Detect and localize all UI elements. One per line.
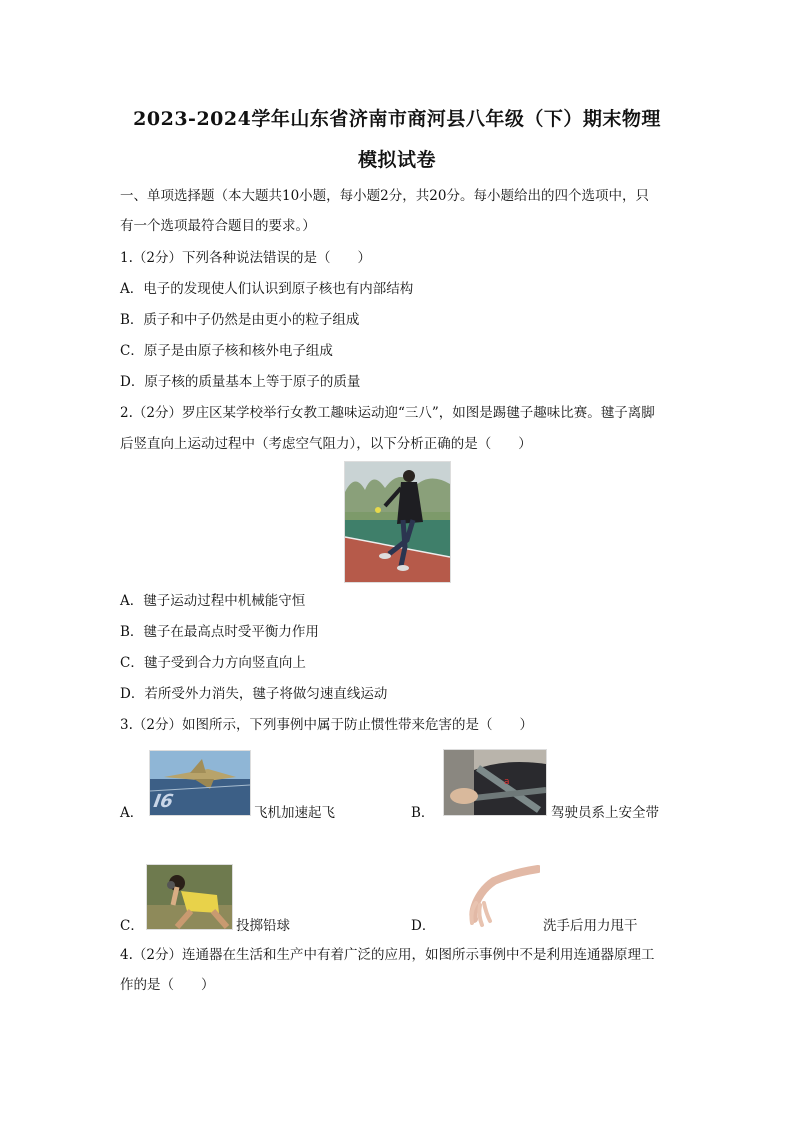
question-1-option-a: A．电子的发现使人们认识到原子核也有内部结构 — [120, 281, 414, 297]
question-3-option-b-letter: B． — [411, 805, 435, 821]
hand-shaking-illustration — [442, 863, 540, 931]
exam-title-line-2: 模拟试卷 — [357, 149, 436, 171]
question-2-option-c: C．毽子受到合力方向竖直向上 — [120, 655, 306, 671]
question-1-stem: 1.（2分）下列各种说法错误的是（ ） — [120, 250, 371, 266]
svg-text:I6: I6 — [150, 791, 177, 812]
question-3-option-d-letter: D． — [411, 918, 436, 934]
question-2-option-a: A．毽子运动过程中机械能守恒 — [120, 593, 306, 609]
shotput-illustration — [147, 865, 232, 929]
question-4-stem-line-1: 4.（2分）连通器在生活和生产中有着广泛的应用，如图所示事例中不是利用连通器原理工 — [120, 947, 655, 963]
question-3-stem: 3.（2分）如图所示，下列事例中属于防止惯性带来危害的是（ ） — [120, 717, 533, 733]
seatbelt-photo — [443, 749, 547, 816]
question-2-stem-line-2: 后竖直向上运动过程中（考虑空气阻力），以下分析正确的是（ ） — [120, 436, 532, 452]
question-3-option-b-text: 驾驶员系上安全带 — [551, 805, 659, 821]
question-3-option-c-text: 投掷铅球 — [236, 918, 290, 934]
question-1-option-b: B．质子和中子仍然是由更小的粒子组成 — [120, 312, 360, 328]
question-3-option-d-text: 洗手后用力甩干 — [543, 918, 638, 934]
question-1-option-c: C．原子是由原子核和核外电子组成 — [120, 343, 333, 359]
plane-takeoff-illustration — [150, 751, 250, 815]
question-3-option-a-letter: A． — [120, 805, 144, 821]
plane-takeoff-photo — [149, 750, 251, 816]
shuttlecock-kick-illustration — [345, 462, 450, 582]
shotput-photo — [146, 864, 233, 930]
question-2-stem-line-1: 2.（2分）罗庄区某学校举行女教工趣味运动迎“三八”，如图是踢毽子趣味比赛。毽子离脚 — [120, 405, 655, 421]
question-4-stem-line-2: 作的是（ ） — [120, 977, 215, 993]
question-2-option-b: B．毽子在最高点时受平衡力作用 — [120, 624, 319, 640]
hand-photo — [441, 862, 541, 932]
question-3-option-c-letter: C． — [120, 918, 144, 934]
exam-title-line-1: 2023-2024学年山东省济南市商河县八年级（下）期末物理 — [133, 108, 661, 130]
question-1-option-d: D．原子核的质量基本上等于原子的质量 — [120, 374, 361, 390]
question-3-option-a-text: 飞机加速起飞 — [254, 805, 335, 821]
section-heading-line-2: 有一个选项最符合题目的要求。） — [120, 218, 316, 234]
question-2-option-d: D．若所受外力消失，毽子将做匀速直线运动 — [120, 686, 388, 702]
section-heading-line-1: 一、单项选择题（本大题共10小题，每小题2分，共20分。每小题给出的四个选项中，只 — [120, 188, 649, 204]
svg-text:a: a — [504, 777, 510, 787]
shuttlecock-kick-photo — [344, 461, 451, 583]
seatbelt-illustration — [444, 750, 546, 815]
